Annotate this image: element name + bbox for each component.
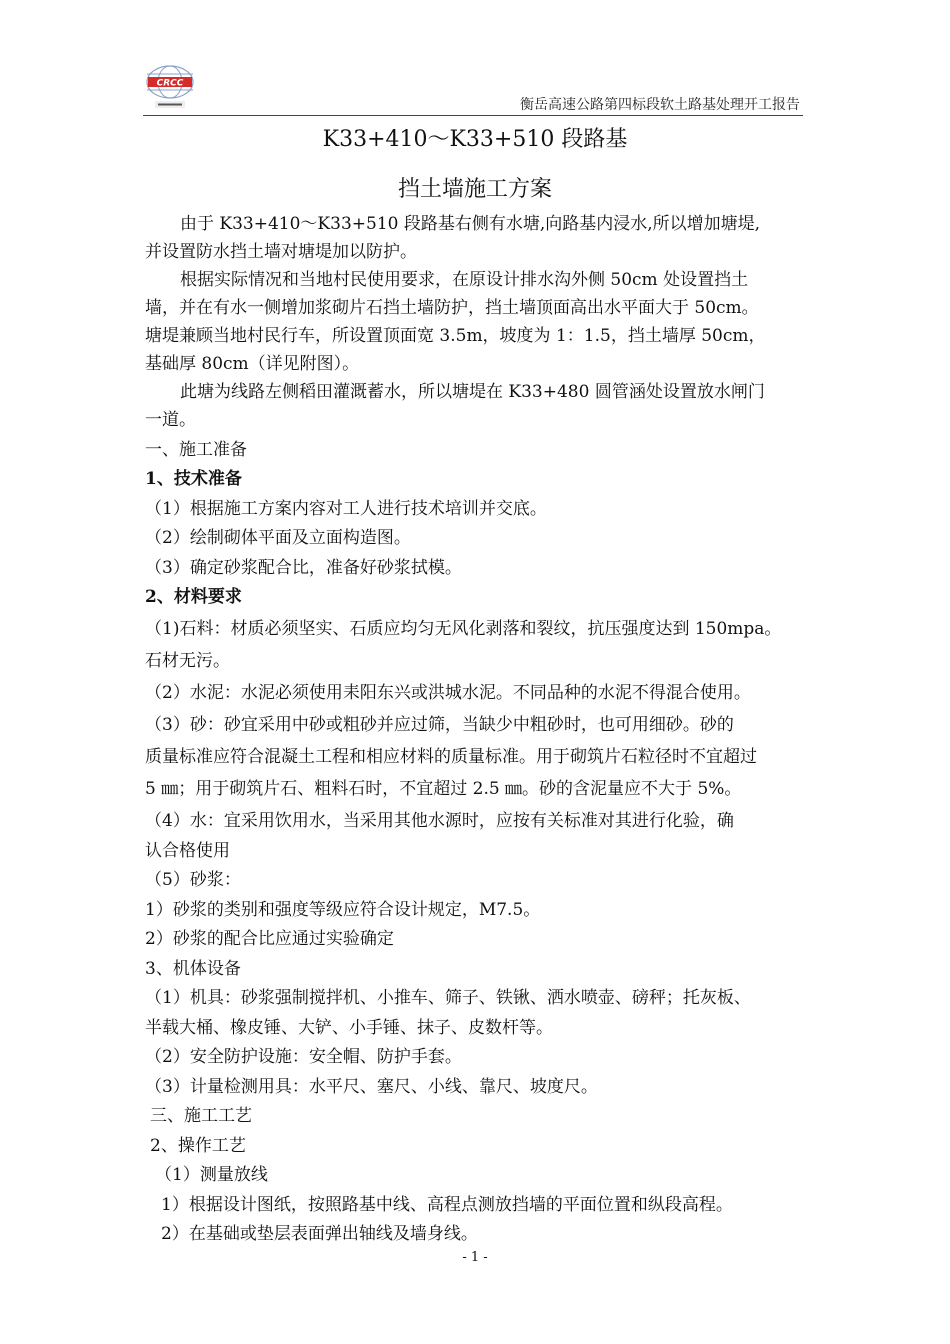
subsection-heading: 3、机体设备 bbox=[145, 958, 241, 979]
list-item: 半载大桶、橡皮锤、大铲、小手锤、抹子、皮数杆等。 bbox=[145, 1017, 553, 1038]
list-item: （3）砂：砂宜采用中砂或粗砂并应过筛，当缺少中粗砂时，也可用细砂。砂的 bbox=[145, 715, 734, 735]
section-heading: 一、施工准备 bbox=[145, 439, 247, 460]
page-number: - 1 - bbox=[462, 1250, 488, 1265]
subsection-heading: 2、操作工艺 bbox=[150, 1135, 246, 1156]
subsection-heading: 2、材料要求 bbox=[145, 587, 242, 607]
list-item: （2）水泥：水泥必须使用耒阳东兴或洪城水泥。不同品种的水泥不得混合使用。 bbox=[145, 683, 751, 703]
list-item: 质量标准应符合混凝土工程和相应材料的质量标准。用于砌筑片石粒径时不宜超过 bbox=[145, 747, 757, 767]
svg-text:CRCC: CRCC bbox=[156, 78, 184, 89]
paragraph-line: 并设置防水挡土墙对塘堤加以防护。 bbox=[145, 242, 417, 262]
list-item: （1）测量放线 bbox=[155, 1165, 268, 1185]
running-header: 衡岳高速公路第四标段软土路基处理开工报告 bbox=[520, 97, 800, 113]
paragraph-line: 此塘为线路左侧稻田灌溉蓄水，所以塘堤在 K33+480 圆管涵处设置放水闸门 bbox=[180, 382, 765, 402]
document-title-line1: K33+410～K33+510 段路基 bbox=[322, 127, 628, 152]
list-item: （1）机具：砂浆强制搅拌机、小推车、筛子、铁锹、洒水喷壶、磅秤；托灰板、 bbox=[145, 988, 751, 1008]
company-logo bbox=[143, 64, 197, 110]
paragraph-line: 由于 K33+410～K33+510 段路基右侧有水塘,向路基内浸水,所以增加塘堤, bbox=[180, 214, 761, 234]
list-item: （1）根据施工方案内容对工人进行技术培训并交底。 bbox=[145, 498, 547, 519]
list-item: （2）安全防护设施：安全帽、防护手套。 bbox=[145, 1047, 462, 1067]
list-item: 5 ㎜；用于砌筑片石、粗料石时，不宜超过 2.5 ㎜。砂的含泥量应不大于 5%。 bbox=[145, 779, 742, 799]
list-item: 2）砂浆的配合比应通过实验确定 bbox=[145, 929, 394, 949]
paragraph-line: 塘堤兼顾当地村民行车，所设置顶面宽 3.5m，坡度为 1：1.5，挡土墙厚 50cm， bbox=[145, 326, 766, 346]
list-item: （3）计量检测用具：水平尺、塞尺、小线、靠尺、坡度尺。 bbox=[145, 1076, 598, 1097]
header-divider bbox=[143, 115, 803, 116]
list-item: 1）砂浆的类别和强度等级应符合设计规定，M7.5。 bbox=[145, 899, 541, 920]
document-body bbox=[145, 210, 811, 1248]
list-item: 认合格使用 bbox=[145, 840, 230, 861]
paragraph-line: 墙，并在有水一侧增加浆砌片石挡土墙防护，挡土墙顶面高出水平面大于 50cm。 bbox=[145, 298, 759, 318]
list-item: （4）水：宜采用饮用水，当采用其他水源时，应按有关标准对其进行化验，确 bbox=[145, 811, 734, 831]
paragraph-line: 一道。 bbox=[145, 410, 196, 430]
paragraph-line: 根据实际情况和当地村民使用要求，在原设计排水沟外侧 50cm 处设置挡土 bbox=[180, 270, 749, 290]
list-item: 2）在基础或垫层表面弹出轴线及墙身线。 bbox=[161, 1224, 478, 1244]
list-item: 石材无污。 bbox=[145, 651, 230, 671]
crcc-logo-icon bbox=[143, 64, 197, 110]
list-item: 1）根据设计图纸，按照路基中线、高程点测放挡墙的平面位置和纵段高程。 bbox=[161, 1194, 733, 1215]
list-item: （1)石料：材质必须坚实、石质应均匀无风化剥落和裂纹，抗压强度达到 150mpa。 bbox=[145, 619, 782, 639]
list-item: （3）确定砂浆配合比，准备好砂浆拭模。 bbox=[145, 557, 462, 578]
subsection-heading: 1、技术准备 bbox=[145, 469, 242, 489]
list-item: （5）砂浆： bbox=[145, 870, 241, 890]
section-heading: 三、施工工艺 bbox=[150, 1106, 252, 1126]
document-title-line2: 挡土墙施工方案 bbox=[397, 177, 552, 202]
paragraph-line: 基础厚 80cm（详见附图）。 bbox=[145, 354, 360, 374]
list-item: （2）绘制砌体平面及立面构造图。 bbox=[145, 528, 411, 548]
